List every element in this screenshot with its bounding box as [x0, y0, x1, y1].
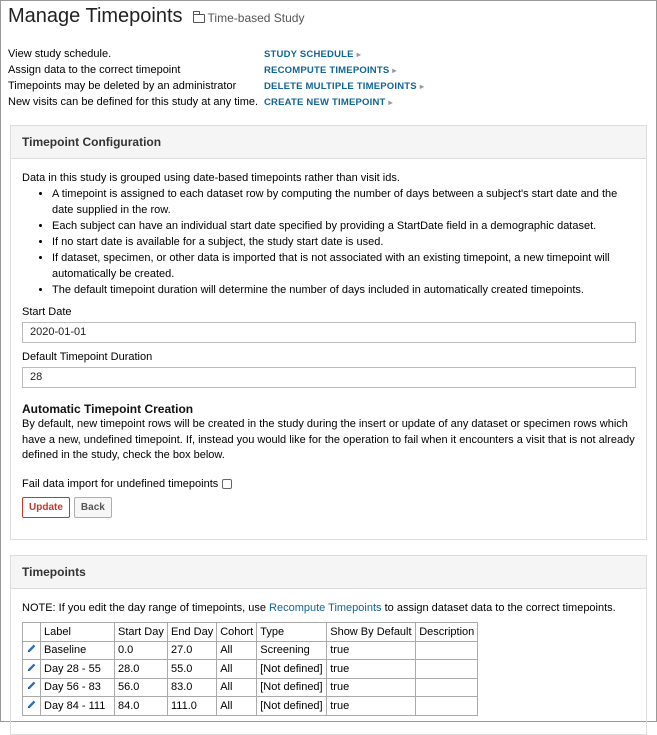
caret-right-icon: ▸	[356, 49, 361, 59]
config-intro: Data in this study is grouped using date-based timepoints rather than visit ids.	[22, 172, 400, 184]
table-cell: 111.0	[168, 697, 217, 716]
column-header: Type	[257, 623, 327, 642]
timepoint-configuration-panel	[10, 125, 647, 540]
timepoints-table	[22, 622, 478, 716]
auto-creation-description: By default, new timepoint rows will be created in the study during the insert or update of any dataset or specimen rows which have a new, undefined timepoint. If, instead you would like for the operation to fail when it encounters a visit that is not already defined in the study, check the box below.	[22, 418, 635, 461]
table-row	[23, 660, 478, 679]
form-buttons	[22, 497, 635, 518]
column-header: End Day	[168, 623, 217, 642]
page-header	[8, 5, 304, 33]
recompute-timepoints-inline-link[interactable]: Recompute Timepoints	[269, 602, 382, 614]
table-cell	[416, 678, 478, 697]
study-type-label: Time-based Study	[207, 11, 305, 25]
folder-icon	[193, 14, 205, 23]
fail-import-label: Fail data import for undefined timepoints	[22, 477, 219, 490]
update-button[interactable]: Update	[22, 497, 70, 518]
create-new-timepoint-link[interactable]: CREATE NEW TIMEPOINT ▸	[264, 96, 393, 108]
table-cell: [Not defined]	[257, 660, 327, 679]
table-cell	[416, 641, 478, 660]
table-cell: All	[217, 660, 257, 679]
list-item: • A timepoint is assigned to each dataset row by computing the number of days between a subject's start date and the date supplied in the row.	[52, 186, 635, 218]
column-header: Label	[41, 623, 115, 642]
table-cell: All	[217, 697, 257, 716]
config-bullets	[22, 186, 635, 298]
table-cell: [Not defined]	[257, 697, 327, 716]
table-cell: true	[327, 697, 416, 716]
study-schedule-link[interactable]: STUDY SCHEDULE ▸	[264, 48, 361, 60]
schedule-actions	[8, 46, 424, 110]
schedule-description: View study schedule.	[8, 48, 112, 60]
column-header: Description	[416, 623, 478, 642]
table-row	[23, 641, 478, 660]
fail-import-checkbox[interactable]	[222, 479, 232, 489]
table-row	[23, 697, 478, 716]
table-cell: 84.0	[115, 697, 168, 716]
table-cell: All	[217, 678, 257, 697]
schedule-description: Timepoints may be deleted by an administrator	[8, 80, 237, 92]
edit-pencil-icon[interactable]	[23, 641, 41, 660]
table-cell: 56.0	[115, 678, 168, 697]
table-cell: Day 28 - 55	[41, 660, 115, 679]
table-cell: 28.0	[115, 660, 168, 679]
table-cell: 55.0	[168, 660, 217, 679]
column-header: Cohort	[217, 623, 257, 642]
recompute-timepoints-link[interactable]: RECOMPUTE TIMEPOINTS ▸	[264, 64, 397, 76]
list-item: • If dataset, specimen, or other data is imported that is not associated with an existing timepoint, a new timepoint will automatically be created.	[52, 250, 635, 282]
table-header-row	[23, 623, 478, 642]
table-cell	[416, 697, 478, 716]
timepoints-panel	[10, 555, 647, 735]
table-cell: 0.0	[115, 641, 168, 660]
edit-pencil-icon[interactable]	[23, 678, 41, 697]
schedule-description: Assign data to the correct timepoint	[8, 64, 181, 76]
default-duration-input[interactable]: 28	[22, 367, 636, 388]
table-cell: Baseline	[41, 641, 115, 660]
edit-pencil-icon[interactable]	[23, 660, 41, 679]
table-cell: 27.0	[168, 641, 217, 660]
panel-heading: Timepoints	[11, 556, 646, 589]
table-cell: true	[327, 660, 416, 679]
table-cell: Day 56 - 83	[41, 678, 115, 697]
list-item: • If no start date is available for a subject, the study start date is used.	[52, 234, 635, 250]
start-date-input[interactable]: 2020-01-01	[22, 322, 636, 343]
caret-right-icon: ▸	[392, 65, 397, 75]
table-cell: [Not defined]	[257, 678, 327, 697]
edit-column-header	[23, 623, 41, 642]
caret-right-icon: ▸	[388, 97, 393, 107]
start-date-label: Start Date	[22, 306, 72, 318]
table-cell: Day 84 - 111	[41, 697, 115, 716]
table-cell	[416, 660, 478, 679]
panel-heading: Timepoint Configuration	[11, 126, 646, 159]
recompute-note: NOTE: If you edit the day range of timepoints, use Recompute Timepoints to assign dataset data to the correct timepoints.	[22, 602, 616, 614]
auto-creation-title: Automatic Timepoint Creation	[22, 402, 194, 416]
fail-import-row	[22, 476, 635, 492]
delete-multiple-timepoints-link[interactable]: DELETE MULTIPLE TIMEPOINTS ▸	[264, 80, 425, 92]
column-header: Start Day	[115, 623, 168, 642]
table-cell: true	[327, 641, 416, 660]
schedule-row	[8, 94, 424, 110]
schedule-row	[8, 46, 424, 62]
table-cell: Screening	[257, 641, 327, 660]
schedule-description: New visits can be defined for this study at any time.	[8, 96, 259, 108]
default-duration-label: Default Timepoint Duration	[22, 351, 153, 363]
schedule-row	[8, 62, 424, 78]
table-row	[23, 678, 478, 697]
schedule-row	[8, 78, 424, 94]
table-cell: All	[217, 641, 257, 660]
column-header: Show By Default	[327, 623, 416, 642]
list-item: • The default timepoint duration will determine the number of days included in automatically created timepoints.	[52, 282, 635, 298]
table-cell: 83.0	[168, 678, 217, 697]
caret-right-icon: ▸	[419, 81, 425, 91]
list-item: • Each subject can have an individual start date specified by providing a StartDate field in a demographic dataset.	[52, 218, 635, 234]
edit-pencil-icon[interactable]	[23, 697, 41, 716]
table-cell: true	[327, 678, 416, 697]
page-title: Manage Timepoints	[8, 5, 183, 27]
back-button[interactable]: Back	[74, 497, 112, 518]
